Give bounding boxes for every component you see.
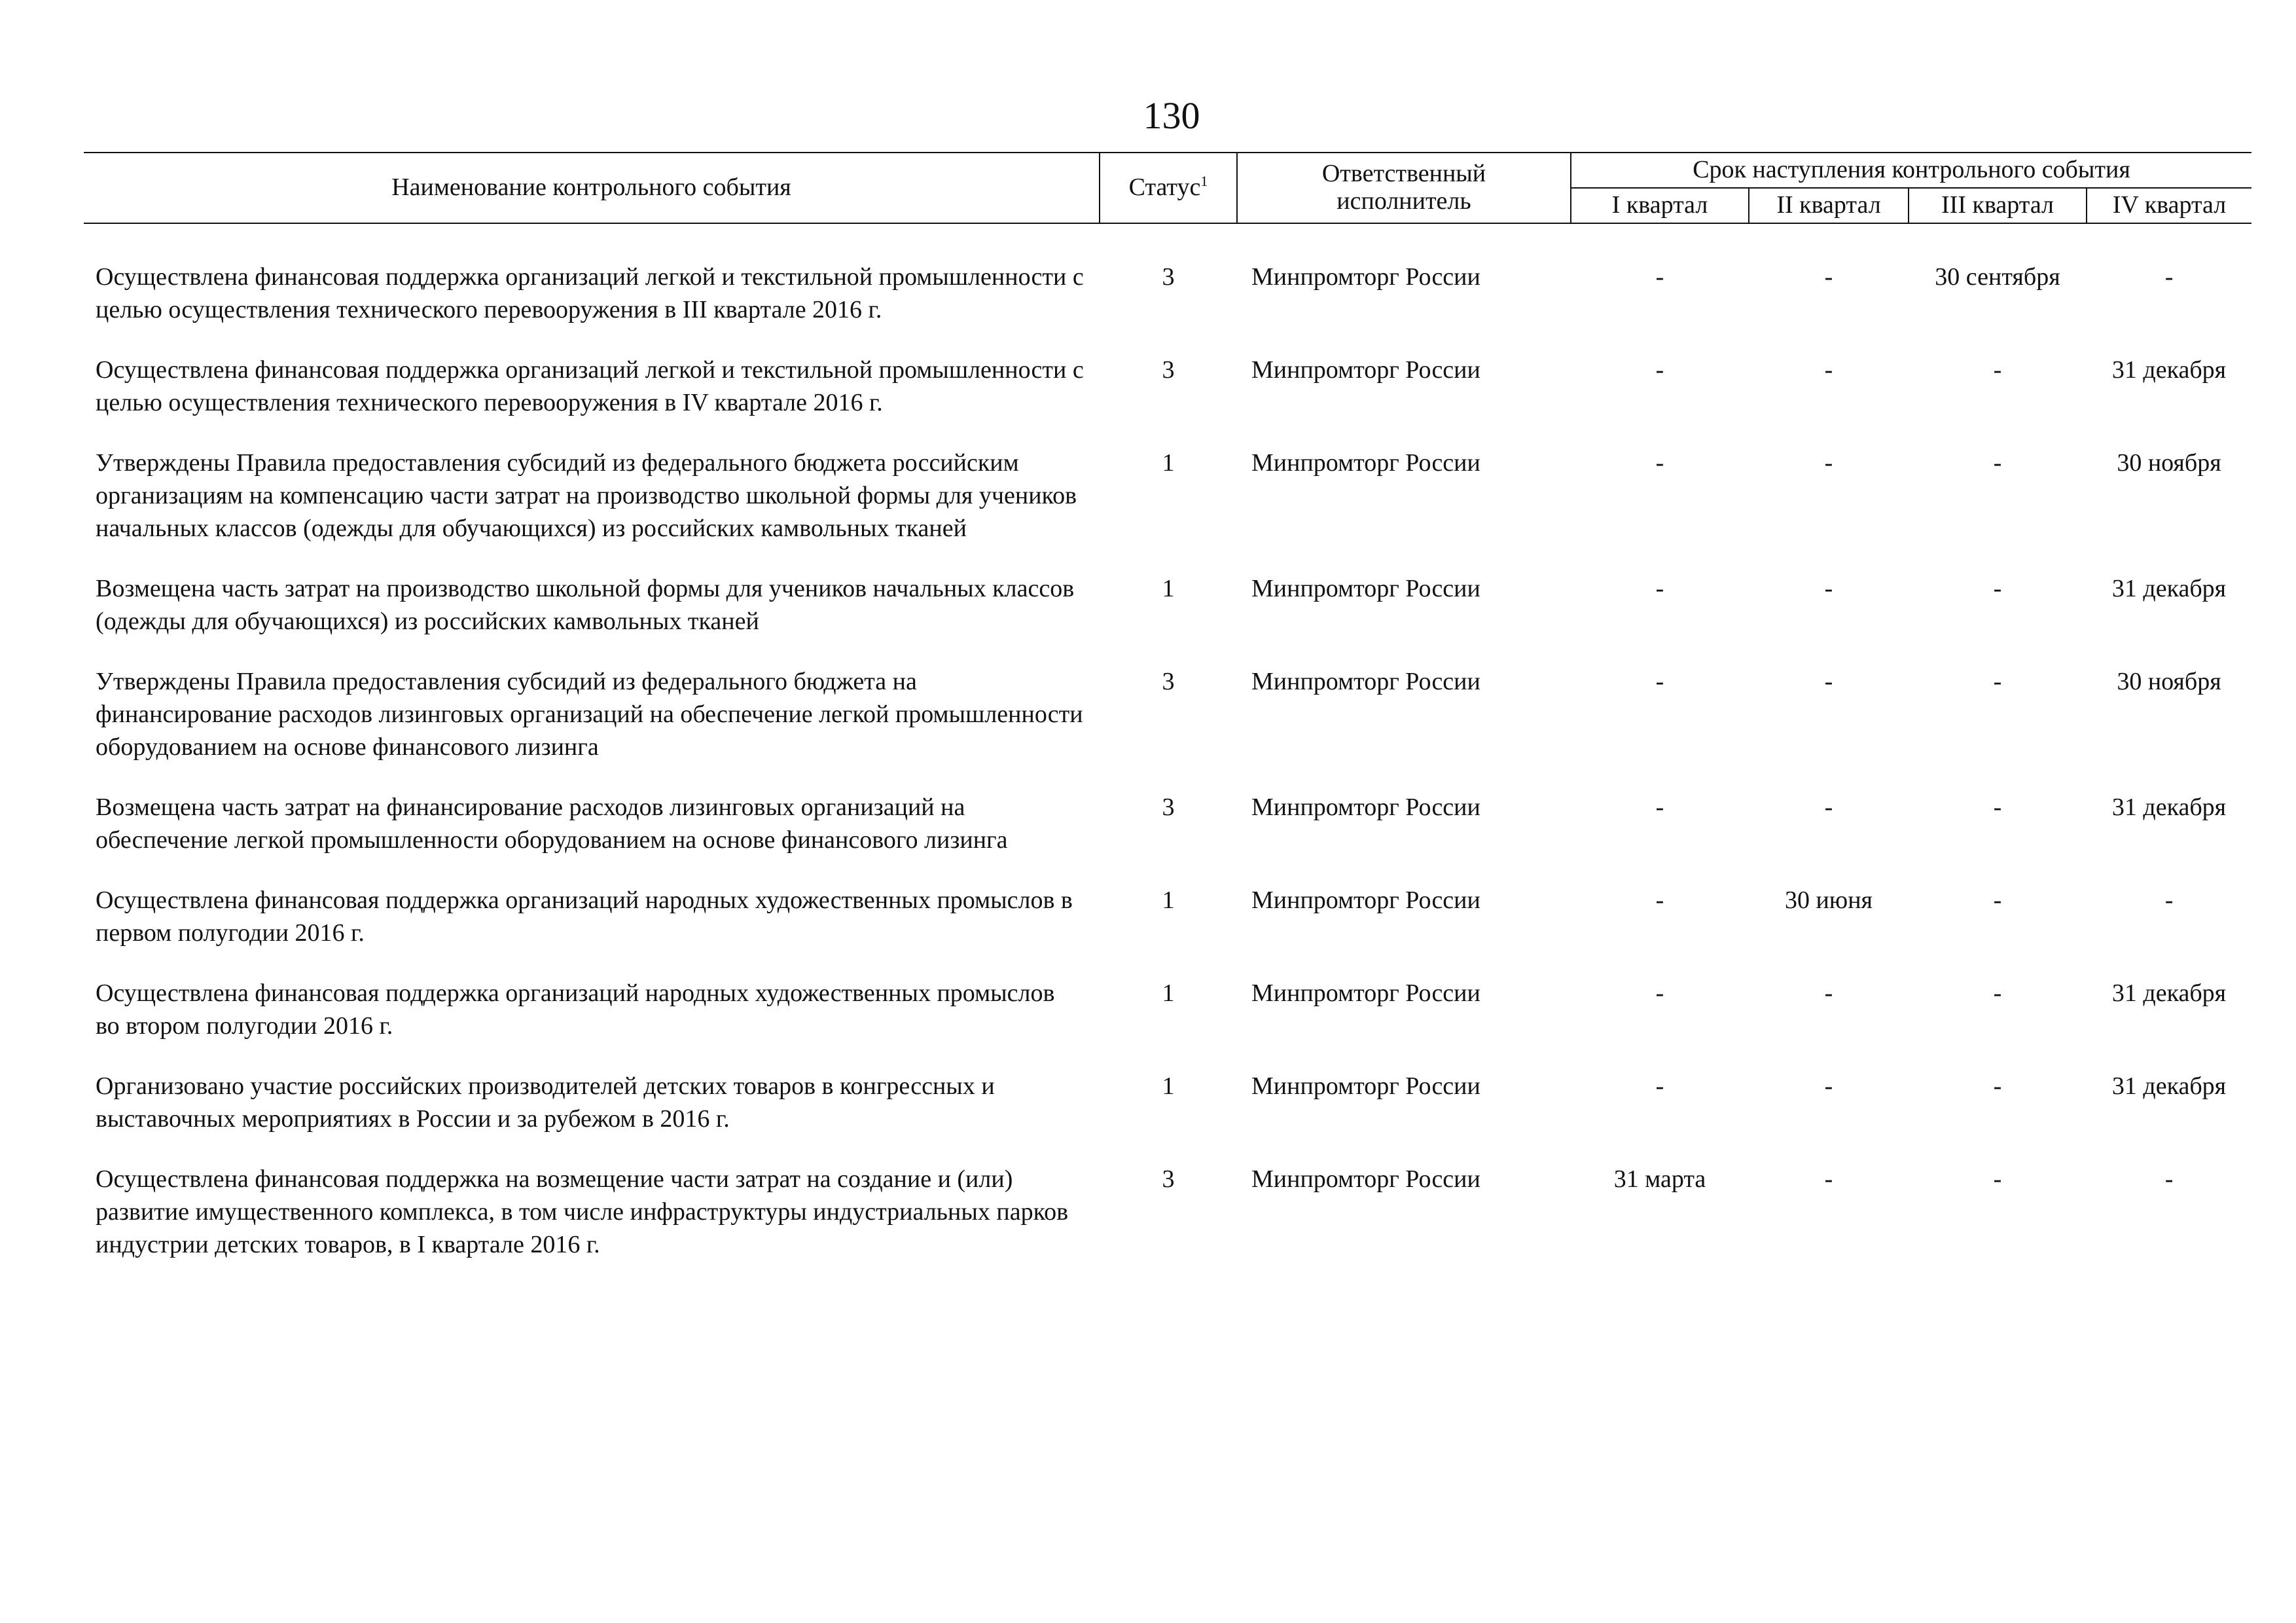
event-q4: 31 декабря xyxy=(2111,575,2227,602)
table-row xyxy=(84,1135,2251,1261)
control-events-table xyxy=(84,152,2251,1261)
event-q3: - xyxy=(1993,886,2002,914)
event-q4: 31 декабря xyxy=(2111,793,2227,821)
event-q1: - xyxy=(1655,979,1664,1007)
event-q1: - xyxy=(1655,886,1664,914)
event-name: Утверждены Правила предоставления субсидий из федерального бюджета российским организациям на компенсацию части затрат на производство школьной формы для учеников начальных классов (одежды для обучающихся) из российских камвольных тканей xyxy=(96,449,1077,542)
event-status: 3 xyxy=(1162,793,1175,821)
event-name: Осуществлена финансовая поддержка на возмещение части затрат на создание и (или) развитие имущественного комплекса, в том числе инфраструктуры индустриальных парков индустрии детских товаров, в I квартале 2016 г. xyxy=(96,1165,1069,1258)
table-row xyxy=(84,949,2251,1042)
event-q2: - xyxy=(1824,979,1833,1007)
event-name: Утверждены Правила предоставления субсидий из федерального бюджета на финансирование расходов лизинговых организаций на обеспечение легкой промышленности оборудованием на основе финансового лизинга xyxy=(96,668,1083,761)
event-q3: - xyxy=(1993,356,2002,384)
event-q2: - xyxy=(1824,356,1833,384)
table-row xyxy=(84,223,2251,326)
event-q1: - xyxy=(1655,1072,1664,1100)
header-q3: III квартал xyxy=(1909,188,2087,223)
event-q1: - xyxy=(1655,449,1664,477)
header-status-label: Статус xyxy=(1128,173,1201,202)
event-responsible: Минпромторг России xyxy=(1251,575,1480,602)
event-q1: - xyxy=(1655,668,1664,695)
event-q1: - xyxy=(1655,575,1664,602)
event-q2: - xyxy=(1824,668,1833,695)
table-row xyxy=(84,763,2251,856)
event-q2: 30 июня xyxy=(1784,886,1873,914)
event-status: 1 xyxy=(1162,449,1175,477)
event-q3: - xyxy=(1993,979,2002,1007)
event-responsible: Минпромторг России xyxy=(1251,1072,1480,1100)
event-responsible: Минпромторг России xyxy=(1251,1165,1480,1193)
table-header xyxy=(84,153,2251,223)
event-responsible: Минпромторг России xyxy=(1251,979,1480,1007)
event-name: Осуществлена финансовая поддержка организаций легкой и текстильной промышленности с целью осуществления технического перевооружения в IV квартале 2016 г. xyxy=(96,356,1084,416)
event-q4: - xyxy=(2164,886,2174,914)
event-q4: 30 ноября xyxy=(2117,449,2221,477)
event-q2: - xyxy=(1824,793,1833,821)
event-name: Организовано участие российских производителей детских товаров в конгрессных и выставочных мероприятиях в России и за рубежом в 2016 г. xyxy=(96,1072,995,1133)
event-status: 3 xyxy=(1162,356,1175,384)
event-name: Возмещена часть затрат на финансирование расходов лизинговых организаций на обеспечение легкой промышленности оборудованием на основе финансового лизинга xyxy=(96,793,1008,854)
event-q2: - xyxy=(1824,1165,1833,1193)
event-responsible: Минпромторг России xyxy=(1251,263,1480,291)
event-q3: - xyxy=(1993,668,2002,695)
event-q3: - xyxy=(1993,575,2002,602)
event-q4: - xyxy=(2164,1165,2174,1193)
header-responsible-line1: Ответственный xyxy=(1321,160,1486,188)
event-responsible: Минпромторг России xyxy=(1251,668,1480,695)
event-q2: - xyxy=(1824,449,1833,477)
table-row xyxy=(84,638,2251,763)
event-q1: - xyxy=(1655,356,1664,384)
event-name: Возмещена часть затрат на производство школьной формы для учеников начальных классов (одежды для обучающихся) из российских камвольных тканей xyxy=(96,575,1075,635)
event-status: 3 xyxy=(1162,668,1175,695)
event-q4: 30 ноября xyxy=(2117,668,2221,695)
header-responsible-line2: исполнитель xyxy=(1336,187,1471,215)
event-q4: 31 декабря xyxy=(2111,1072,2227,1100)
header-event-name: Наименование контрольного события xyxy=(84,153,1100,223)
event-q3: - xyxy=(1993,1072,2002,1100)
event-status: 1 xyxy=(1162,886,1175,914)
event-q2: - xyxy=(1824,575,1833,602)
event-responsible: Минпромторг России xyxy=(1251,886,1480,914)
event-q2: - xyxy=(1824,263,1833,291)
event-q2: - xyxy=(1824,1072,1833,1100)
event-status: 1 xyxy=(1162,979,1175,1007)
page-number: 130 xyxy=(1143,94,1200,137)
event-q1: 31 марта xyxy=(1613,1165,1706,1193)
table-row xyxy=(84,1042,2251,1135)
event-q3: - xyxy=(1993,449,2002,477)
table-row xyxy=(84,419,2251,545)
event-status: 1 xyxy=(1162,575,1175,602)
event-name: Осуществлена финансовая поддержка организаций легкой и текстильной промышленности с целью осуществления технического перевооружения в III квартале 2016 г. xyxy=(96,263,1084,323)
event-q3: 30 сентября xyxy=(1935,263,2060,291)
header-q4: IV квартал xyxy=(2087,188,2251,223)
header-status xyxy=(1100,153,1237,223)
event-q1: - xyxy=(1655,263,1664,291)
event-q4: 31 декабря xyxy=(2111,979,2227,1007)
event-status: 3 xyxy=(1162,263,1175,291)
table-row xyxy=(84,326,2251,419)
event-responsible: Минпромторг России xyxy=(1251,449,1480,477)
table-row xyxy=(84,545,2251,638)
event-q4: 31 декабря xyxy=(2111,356,2227,384)
event-name: Осуществлена финансовая поддержка организаций народных художественных промыслов во втором полугодии 2016 г. xyxy=(96,979,1055,1040)
header-responsible xyxy=(1237,153,1571,223)
table-body xyxy=(84,223,2251,1261)
event-q1: - xyxy=(1655,793,1664,821)
event-q3: - xyxy=(1993,793,2002,821)
event-responsible: Минпромторг России xyxy=(1251,356,1480,384)
event-status: 3 xyxy=(1162,1165,1175,1193)
table-row xyxy=(84,856,2251,949)
header-deadline: Срок наступления контрольного события xyxy=(1571,153,2251,188)
event-responsible: Минпромторг России xyxy=(1251,793,1480,821)
event-status: 1 xyxy=(1162,1072,1175,1100)
header-q2: II квартал xyxy=(1749,188,1909,223)
event-q3: - xyxy=(1993,1165,2002,1193)
event-q4: - xyxy=(2164,263,2174,291)
status-footnote-mark: 1 xyxy=(1200,173,1208,190)
header-q1: I квартал xyxy=(1571,188,1749,223)
event-name: Осуществлена финансовая поддержка организаций народных художественных промыслов в первом полугодии 2016 г. xyxy=(96,886,1073,947)
